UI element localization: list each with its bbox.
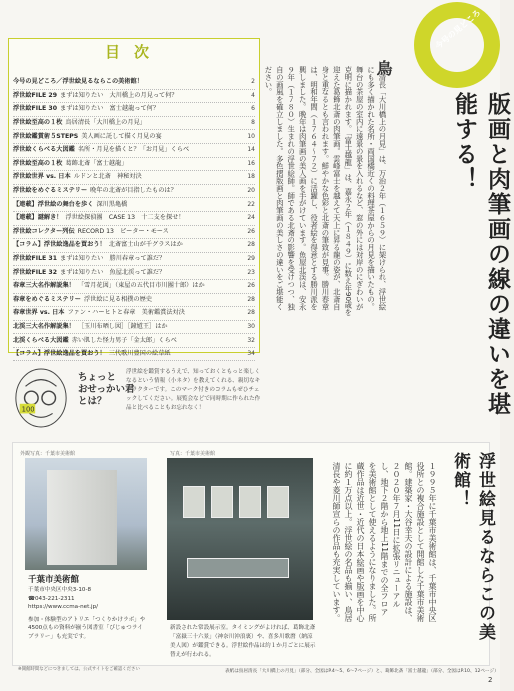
toc-entry-page: 23 <box>247 268 255 276</box>
toc-entry-title <box>13 294 241 306</box>
toc-entry-page: 28 <box>247 241 255 249</box>
toc-entry[interactable] <box>13 130 255 144</box>
toc-entry-category: 春章三大名作解説集！ <box>13 282 75 290</box>
toc-entry-title <box>13 171 241 183</box>
toc-entry[interactable] <box>13 171 255 185</box>
toc-entry[interactable] <box>13 253 255 267</box>
toc-entry-text: 北斎富士山が千グラスはか <box>108 241 183 249</box>
toc-entry-category: 北渓三大名作解説集！ <box>13 322 75 330</box>
toc-entry-page: 18 <box>247 173 255 181</box>
toc-entry-category: 浮世絵FILE 31 <box>13 255 58 263</box>
toc-entry-title <box>13 267 241 279</box>
gallery-display-case <box>187 558 289 578</box>
museum-headline: 浮世絵見るならこの美術館！ <box>450 452 495 642</box>
museum-description: 参加・体験型のアトリエ「つくりかけラボ」や4500点もの資料が揃う図書室「びじゅつライブラリー」も充実です。 <box>28 616 146 640</box>
toc-entry-page: 22 <box>247 200 255 208</box>
toc-entry-category: 今号の見どころ／浮世絵見るならこの美術館！ <box>13 78 143 86</box>
header-label: 今号の見どころ <box>433 8 483 51</box>
gallery-artwork <box>211 486 233 518</box>
toc-entry-title <box>13 280 241 292</box>
toc-entry[interactable] <box>13 280 255 294</box>
toc-entry-page: 34 <box>247 350 255 358</box>
toc-entry[interactable] <box>13 198 255 212</box>
feature-headline: 版画と肉筆画の線の違いを堪能する！ <box>451 92 511 417</box>
toc-title: 目次 <box>104 43 163 61</box>
toc-entry[interactable] <box>13 212 255 226</box>
toc-entry-text: 赤い肌した怪力男子「金太郎」くらべ <box>71 336 177 344</box>
page-number: 2 <box>488 676 493 684</box>
toc-entry-category: 【コラム】浮世絵逸品を買おう！ <box>13 241 106 249</box>
toc-entry[interactable] <box>13 185 255 199</box>
toc-entry[interactable] <box>13 239 255 253</box>
toc-entry-category: 浮世絵をめぐるミステリー <box>13 187 88 195</box>
toc-entry-page: 10 <box>247 132 255 140</box>
toc-entry[interactable] <box>13 90 255 104</box>
toc-entry[interactable] <box>13 144 255 158</box>
svg-text:100: 100 <box>21 405 35 414</box>
toc-entry-page: 20 <box>247 187 255 195</box>
toc-entry[interactable] <box>13 307 255 321</box>
toc-entry-title <box>13 239 241 251</box>
toc-entry-page: 14 <box>247 146 255 154</box>
toc-entry-text: 鳥居清長「大川橋上の月見」 <box>65 119 146 127</box>
toc-entry-text: 晩年の北斎が目指したものは？ <box>90 187 177 195</box>
toc-entry-category: 浮世絵FILE 32 <box>13 268 58 276</box>
toc-entry-text: まずは知りたい 大川橋上の月見って何？ <box>60 91 178 99</box>
toc-entry-category: 浮世絵鑑賞術５STEPS <box>13 132 79 140</box>
toc-entry-page: 4 <box>251 91 255 99</box>
toc-entry-category: 浮世絵世界 vs. 日本 <box>13 173 71 181</box>
gallery-caption: 新設された常設展示室。タイミングがよければ、葛飾北斎「富嶽三十六景」（神奈川沖浪裏）や、喜多川歌麿（納涼美人図）が鑑賞できる。浮世絵作品は約１か月ごとに展示替えが行われる。 <box>170 625 316 658</box>
toc-entry[interactable] <box>13 266 255 280</box>
toc-entry-text: ［玉川布晒し図］［鐘馗王］はか <box>77 322 168 330</box>
toc-entry-category: 春章世界 vs. 日本 <box>13 309 65 317</box>
gallery-artwork <box>183 486 205 518</box>
toc-entry-page: 2 <box>251 78 255 86</box>
museum-note: ※開館時間などにつきましては、公式サイトをご確認ください <box>18 667 140 672</box>
toc-entry-category: 【連載】謎解き！ <box>13 214 63 222</box>
feature-lead-char: 鳥 <box>374 60 393 76</box>
museum-body-text: １９９５年に千葉市美術館は、千葉市中央区役所との複合施設として開館した千葉市美術館。建築家・大谷幸夫の設計による施設は、２０２０年７月11日に拡張リニューアルし、地下２階から地上11階までの全フロアを美術館として使えるようになりました。所蔵作品は近世・近代の日本絵画や版画を中心に約１万点以上。浮世絵の名品も揃い、鳥居清長や菱川師宣らの作品も充実しています。 <box>332 462 437 622</box>
toc-entry-category: 【コラム】浮世絵逸品を買おう！ <box>13 350 106 358</box>
toc-entry[interactable] <box>13 103 255 117</box>
toc-entry-title <box>13 158 241 170</box>
toc-entry-title <box>13 226 241 238</box>
toc-entry-category: 浮世絵至高の１枚 <box>13 159 63 167</box>
toc-entry-text: ファン・ハーヒトと春章 美術鑑賞法対決 <box>67 309 185 317</box>
toc-entry-text: ルドンと北斎 神秘対決 <box>73 173 142 181</box>
toc-entry-category: 北渓くらべる大図鑑 <box>13 336 69 344</box>
toc-entry-page: 26 <box>247 282 255 290</box>
toc-entry-title <box>13 144 241 156</box>
toc-entry-page: 6 <box>251 105 255 113</box>
museum-address: 千葉市中央区中央3-10-8 <box>28 587 92 593</box>
cover-credit: 表紙は鳥居清長「大川橋上の月見」（部分、全図はP.4〜5、6〜7ページ）と、葛飾北斎「富士越龍」（部分、全図はP.10、12ページ） <box>225 669 499 674</box>
museum-info <box>28 586 148 642</box>
feature-body-text: 居清長「大川橋上の月見」は、万治２年（１６５９）に架けられ、浮世絵にも多く描かれた名所・両国橋近くの料理茶屋からの月見を描いたもの。舞台の茶屋の室内に遠景の景を入れるなど、窓の外には対岸のにぎわいが克明に描かれます。「富士越龍」は、嘉永２年（１８４９）に数え年90歳を迎えた葛飾北斎の肉筆画。雲峰富士を越えて天上に昇る龍の姿が、北斎自身と重なるとも言われます。鮮やかな色彩と北斎の筆致が見事。勝川春章は、明和年間（１７６４〜７２）に活躍し、役者絵を得意とする勝川派を興しました。晩年は肉筆画の美人画を手がけています。魚屋北渓は、安永９年（１７８０）生まれの浮世絵師。師である北斎の影響を受けつつ、独自の画風を確立しました。多色摺版画と肉筆画の美しさの違いをご堪能ください。 <box>263 66 387 316</box>
chotto-osekkai-box <box>8 362 263 432</box>
toc-entry-title <box>13 185 241 197</box>
toc-entry[interactable] <box>13 76 255 90</box>
toc-entry-page: 16 <box>247 159 255 167</box>
toc-entry[interactable] <box>13 321 255 335</box>
toc-entry-category: 【連載】浮世絵の舞台を歩く <box>13 200 94 208</box>
toc-entry-text: 三代歌川豊国の絵草紙 <box>108 350 171 358</box>
toc-entry-title <box>13 253 241 265</box>
toc-entry-text: RECORD 13 ピーター・モース <box>77 227 169 235</box>
gallery-artwork <box>267 486 289 518</box>
museum-tel: ☎043-221-2311 <box>28 595 75 602</box>
toc-entry[interactable] <box>13 334 255 348</box>
chotto-title: ちょっと おせっかい君 とは？ <box>78 372 135 407</box>
toc-list <box>13 76 255 361</box>
toc-entry-page: 30 <box>247 322 255 330</box>
toc-entry-category: 春章をめぐるミステリー <box>13 295 81 303</box>
toc-entry-text: 美人画に託して描く月見の宴 <box>81 132 162 140</box>
toc-entry-text: 浮世絵探偵團 CASE 13 十二支を探せ！ <box>65 214 185 222</box>
toc-entry-title <box>13 307 241 319</box>
toc-entry-page: 8 <box>251 119 255 127</box>
toc-entry-title <box>13 103 241 115</box>
toc-entry[interactable] <box>13 158 255 172</box>
toc-entry-page: 29 <box>247 255 255 263</box>
toc-entry[interactable] <box>13 348 255 362</box>
toc-entry[interactable] <box>13 226 255 240</box>
table-of-contents <box>8 38 260 358</box>
toc-entry-text: 「雪月花図」（東屋の五代目市川團十郎）はか <box>77 282 205 290</box>
toc-entry-text: まずは知りたい 魚屋北渓って誰だ？ <box>60 268 166 276</box>
toc-entry-text: まずは知りたい 勝川春章って誰だ？ <box>60 255 166 263</box>
toc-entry-category: 浮世絵FILE 30 <box>13 105 58 113</box>
toc-entry-page: 26 <box>247 227 255 235</box>
toc-entry-text: 名所・月見を描くと？「お月見」くらべ <box>77 146 190 154</box>
toc-entry-page: 24 <box>247 214 255 222</box>
section-header <box>400 4 500 84</box>
old-man-avatar-icon <box>12 364 70 430</box>
toc-entry-title <box>13 117 241 129</box>
toc-entry-title <box>13 335 241 347</box>
toc-entry-title <box>13 212 241 224</box>
toc-entry-category: 浮世絵FILE 29 <box>13 91 58 99</box>
toc-entry-category: 浮世絵くらべる大図鑑 <box>13 146 75 154</box>
toc-entry-text: 葛飾北斎「富士越龍」 <box>65 159 128 167</box>
gallery-artwork <box>239 486 261 518</box>
toc-entry-title <box>13 321 241 333</box>
museum-url[interactable]: https://www.ccma-net.jp/ <box>28 604 99 611</box>
photo2-caption: 写真：千葉市美術館 <box>170 451 216 457</box>
toc-entry[interactable] <box>13 117 255 131</box>
toc-entry-title <box>13 90 241 102</box>
toc-entry-page: 32 <box>247 336 255 344</box>
toc-entry-title <box>13 131 241 143</box>
toc-entry-page: 28 <box>247 309 255 317</box>
toc-entry-category: 浮世絵コレクター列伝 <box>13 227 75 235</box>
gallery-interior-photo <box>167 458 313 620</box>
toc-entry-text: まずは知りたい 富士越龍って何？ <box>60 105 160 113</box>
toc-entry-title <box>13 199 241 211</box>
toc-entry-title <box>13 76 241 88</box>
toc-entry-category: 浮世絵至高の１枚 <box>13 119 63 127</box>
museum-building <box>47 470 117 565</box>
photo1-caption: 外観写真：千葉市美術館 <box>20 451 76 457</box>
museum-exterior-photo <box>25 458 147 570</box>
toc-entry-text: 深川黒亀橋 <box>96 200 128 208</box>
toc-entry-title <box>13 348 241 360</box>
toc-entry-page: 28 <box>247 295 255 303</box>
museum-name: 千葉市美術館 <box>28 575 80 585</box>
toc-entry-text: 浮世絵に見る相撲の歴史 <box>83 295 153 303</box>
toc-entry[interactable] <box>13 294 255 308</box>
chotto-body: 浮世絵を鑑賞するうえで、知っておくともっと楽しくなるという情報（小ネタ）を教えてくれる、親切なキャラクターです。このマーク付きのコラムもぜひチェックしてください。展覧会などで同時期に作られた作品と比べることもお忘れなく！ <box>126 369 261 411</box>
